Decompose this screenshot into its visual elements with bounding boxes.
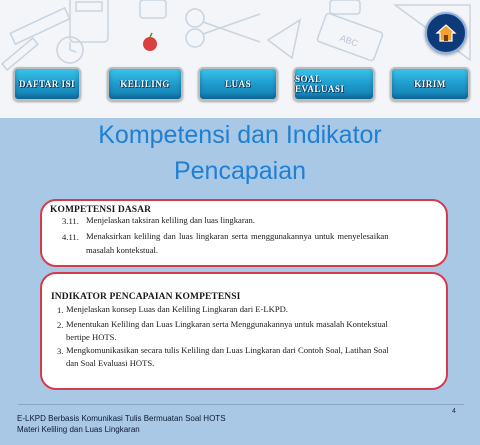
page-title-line2: Pencapaian: [173, 157, 307, 185]
header-banner: [0, 0, 480, 118]
footer-divider: [18, 404, 464, 405]
kompetensi-item-number: 4.11.: [62, 232, 79, 242]
indikator-item-number: 1.: [57, 305, 64, 315]
indikator-item-number: 3.: [57, 346, 64, 356]
nav-luas-label: LUAS: [224, 79, 251, 89]
page-number: 4: [452, 408, 456, 415]
nav-kirim-label: KIRIM: [414, 79, 446, 89]
nav-daftar-isi-label: DAFTAR ISI: [18, 79, 76, 89]
kompetensi-item-number: 3.11.: [62, 216, 79, 226]
page-title-line1: Kompetensi dan Indikator: [98, 121, 382, 149]
indikator-item-continuation: dan Soal Evaluasi HOTS.: [66, 358, 155, 368]
nav-soal-evaluasi-button[interactable]: [293, 67, 375, 101]
kompetensi-item-text: Menaksirkan keliling dan luas lingkaran serta menggunakannya untuk menyelesaikan: [86, 231, 389, 241]
nav-daftar-isi-button[interactable]: [13, 67, 81, 101]
indikator-card: [40, 272, 448, 390]
kompetensi-item-text: Menjelaskan taksiran keliling dan luas lingkaran.: [86, 215, 255, 225]
nav-luas-button[interactable]: [198, 67, 278, 101]
nav-soal-evaluasi-label: SOAL EVALUASI: [295, 74, 345, 94]
nav-keliling-label: KELILING: [120, 79, 170, 89]
svg-text:ABC: ABC: [338, 32, 360, 49]
nav-kirim-button[interactable]: [390, 67, 470, 101]
indikator-item-text: Menentukan Keliling dan Luas Lingkaran serta Menggunakannya untuk masalah Kontekstual: [66, 319, 388, 329]
kompetensi-dasar-heading: KOMPETENSI DASAR: [50, 205, 152, 215]
kompetensi-dasar-card: [40, 199, 448, 267]
footer-line1: E-LKPD Berbasis Komunikasi Tulis Bermuatan Soal HOTS: [17, 414, 226, 423]
indikator-heading: INDIKATOR PENCAPAIAN KOMPETENSI: [51, 292, 241, 302]
home-button[interactable]: [425, 12, 467, 54]
indikator-item-continuation: bertipe HOTS.: [66, 332, 117, 342]
nav-keliling-button[interactable]: [107, 67, 183, 101]
footer-line2: Materi Keliling dan Luas Lingkaran: [17, 425, 140, 434]
kompetensi-item-continuation: masalah kontekstual.: [86, 245, 159, 255]
indikator-item-text: Menjelaskan konsep Luas dan Keliling Lingkaran dari E-LKPD.: [66, 304, 288, 314]
indikator-item-number: 2.: [57, 320, 64, 330]
indikator-item-text: Mengkomunikasikan secara tulis Keliling dan Luas Lingkaran dari Contoh Soal, Latihan Soal: [66, 345, 389, 355]
home-icon: [434, 21, 458, 45]
